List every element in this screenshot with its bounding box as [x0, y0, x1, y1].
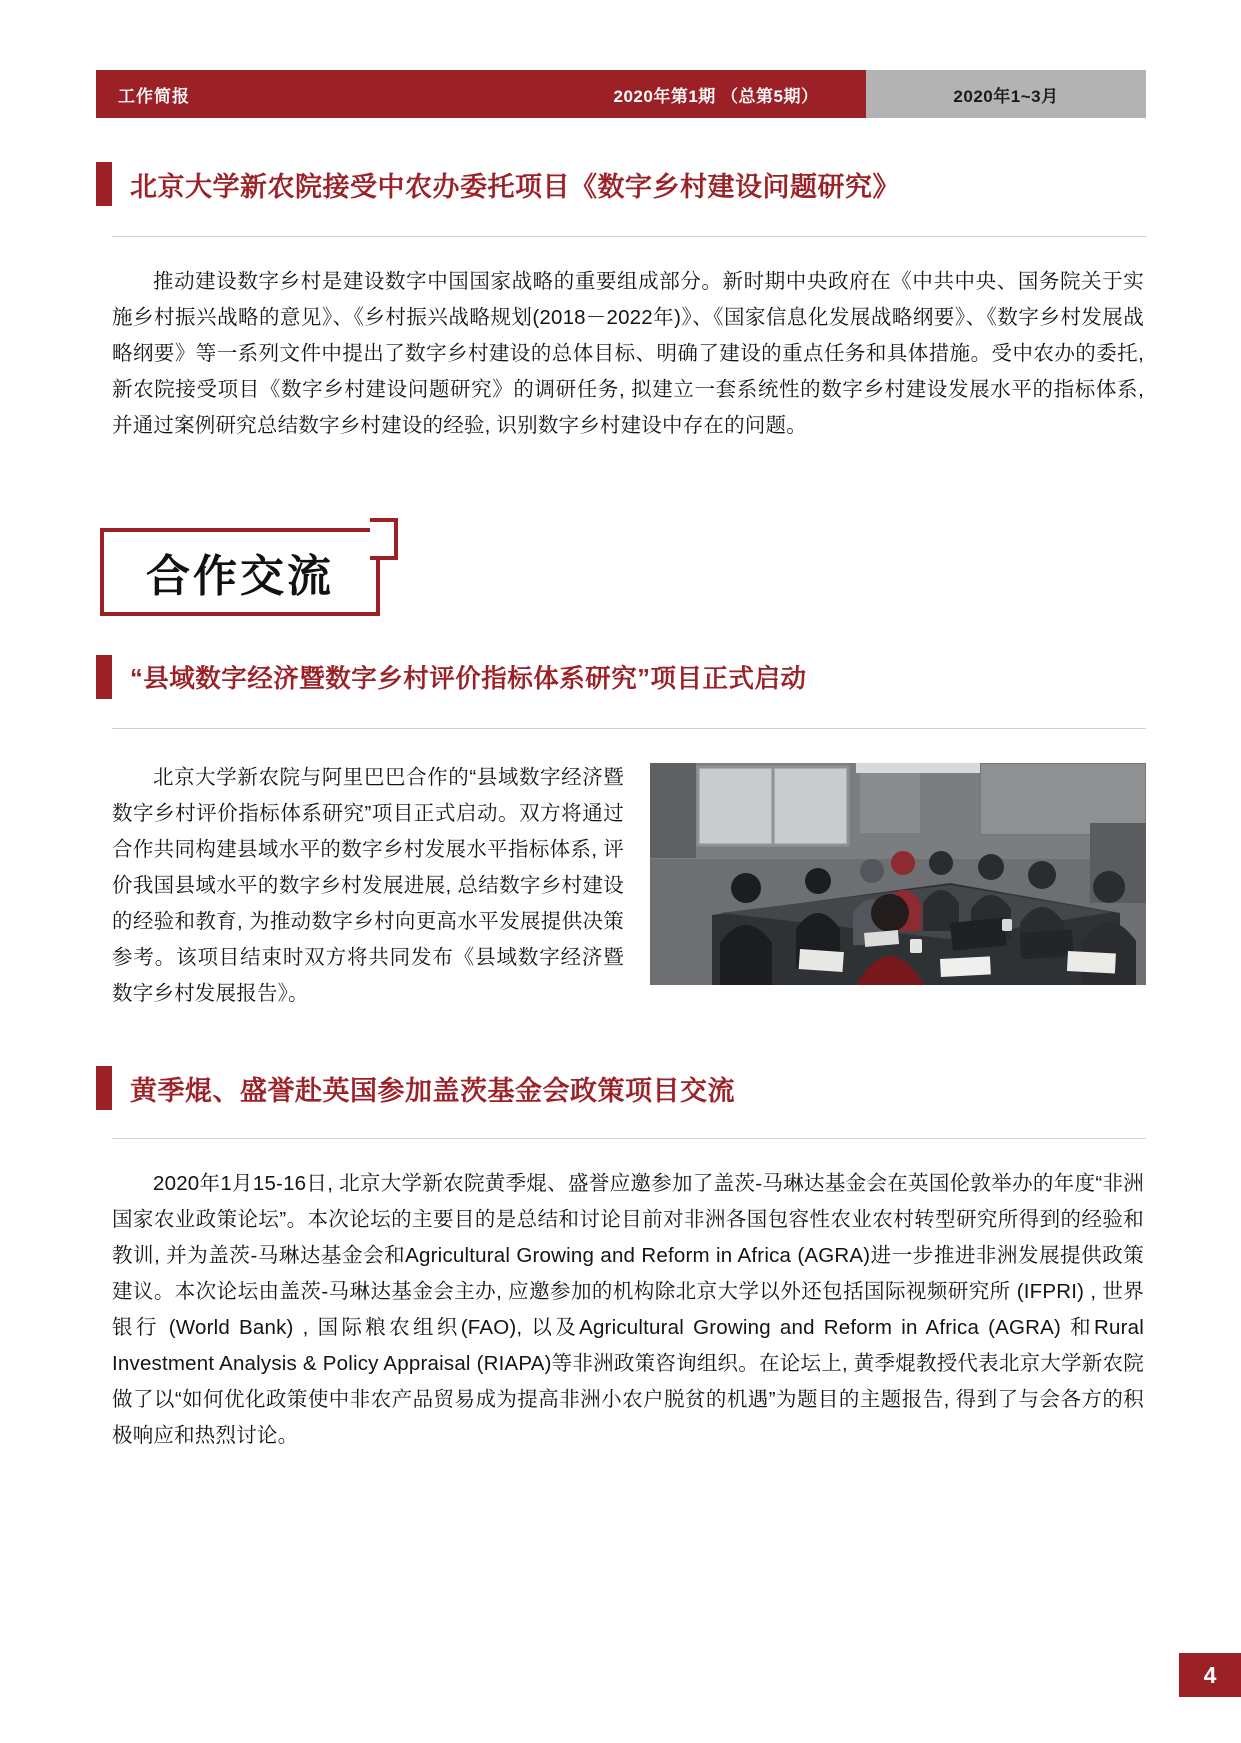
section-1-body: 推动建设数字乡村是建设数字中国国家战略的重要组成部分。新时期中央政府在《中共中央、国务院关于实施乡村振兴战略的意见》、《乡村振兴战略规划(2018－2022年)》、《国家信息化发展战略纲要》、《数字乡村发展战略纲要》等一系列文件中提出了数字乡村建设的总体目标、明确了建设的重点任务和具体措施。受中农办的委托, 新农院接受项目《数字乡村建设问题研究》的调研任务, 拟建立一套系统性的数字乡村建设发展水平的指标体系, 并通过案例研究总结数字乡村建设的经验, 识别数字乡村建设中存在的问题。 — [112, 270, 1144, 437]
page-header — [96, 70, 1146, 118]
section-divider-3 — [112, 1138, 1146, 1139]
section-heading-3 — [96, 1066, 1146, 1110]
section-heading-2-text: “县域数字经济暨数字乡村评价指标体系研究”项目正式启动 — [130, 665, 807, 693]
section-2-body: 北京大学新农院与阿里巴巴合作的“县域数字经济暨数字乡村评价指标体系研究”项目正式启动。双方将通过合作共同构建县域水平的数字乡村发展水平指标体系, 评价我国县域水平的数字乡村发展进展, 总结数字乡村建设的经验和教育, 为推动数字乡村向更高水平发展提供决策参考。该项目结束时双方将共同发布《县域数字经济暨数字乡村发展报告》。 — [112, 766, 624, 1005]
header-date-label: 2020年1~3月 — [866, 70, 1146, 118]
section-divider-1 — [112, 236, 1146, 237]
section-heading-3-text: 黄季焜、盛誉赴英国参加盖茨基金会政策项目交流 — [130, 1075, 735, 1106]
meeting-photo-graphic — [650, 763, 1146, 985]
section-banner — [100, 528, 380, 616]
heading-accent-bar — [96, 162, 112, 206]
section-heading-1 — [96, 162, 1146, 206]
page-number-badge: 4 — [1179, 1653, 1241, 1697]
banner-title: 合作交流 — [146, 552, 334, 601]
section-heading-1-text: 北京大学新农院接受中农办委托项目《数字乡村建设问题研究》 — [130, 171, 900, 202]
section-3-body: 2020年1月15-16日, 北京大学新农院黄季焜、盛誉应邀参加了盖茨-马琳达基金会在英国伦敦举办的年度“非洲国家农业政策论坛”。本次论坛的主要目的是总结和讨论目前对非洲各国包容性农业农村转型研究所得到的经验和教训, 并为盖茨-马琳达基金会和Agricultural Growing and Reform in Africa (AGRA)进一步推进非洲发展提供政策建议。本次论坛由盖茨-马琳达基金会主办, 应邀参加的机构除北京大学以外还包括国际视频研究所 (IFPRI) , 世界银行 (World Bank) , 国际粮农组织(FAO), 以及Agricultural Growing and Reform in Africa (AGRA) 和Rural Investment Analysis & Policy Appraisal (RIAPA)等非洲政策咨询组织。在论坛上, 黄季焜教授代表北京大学新农院做了以“如何优化政策使中非农产品贸易成为提高非洲小农户脱贫的机遇”为题目的主题报告, 得到了与会各方的积极响应和热烈讨论。 — [112, 1172, 1144, 1447]
header-publication-label: 工作简报 — [96, 70, 566, 118]
header-issue-label: 2020年第1期 （总第5期） — [566, 70, 866, 118]
section-heading-2 — [96, 655, 1146, 699]
heading-accent-bar — [96, 1066, 112, 1110]
heading-accent-bar — [96, 655, 112, 699]
section-divider-2 — [112, 728, 1146, 729]
meeting-photo — [650, 763, 1146, 985]
